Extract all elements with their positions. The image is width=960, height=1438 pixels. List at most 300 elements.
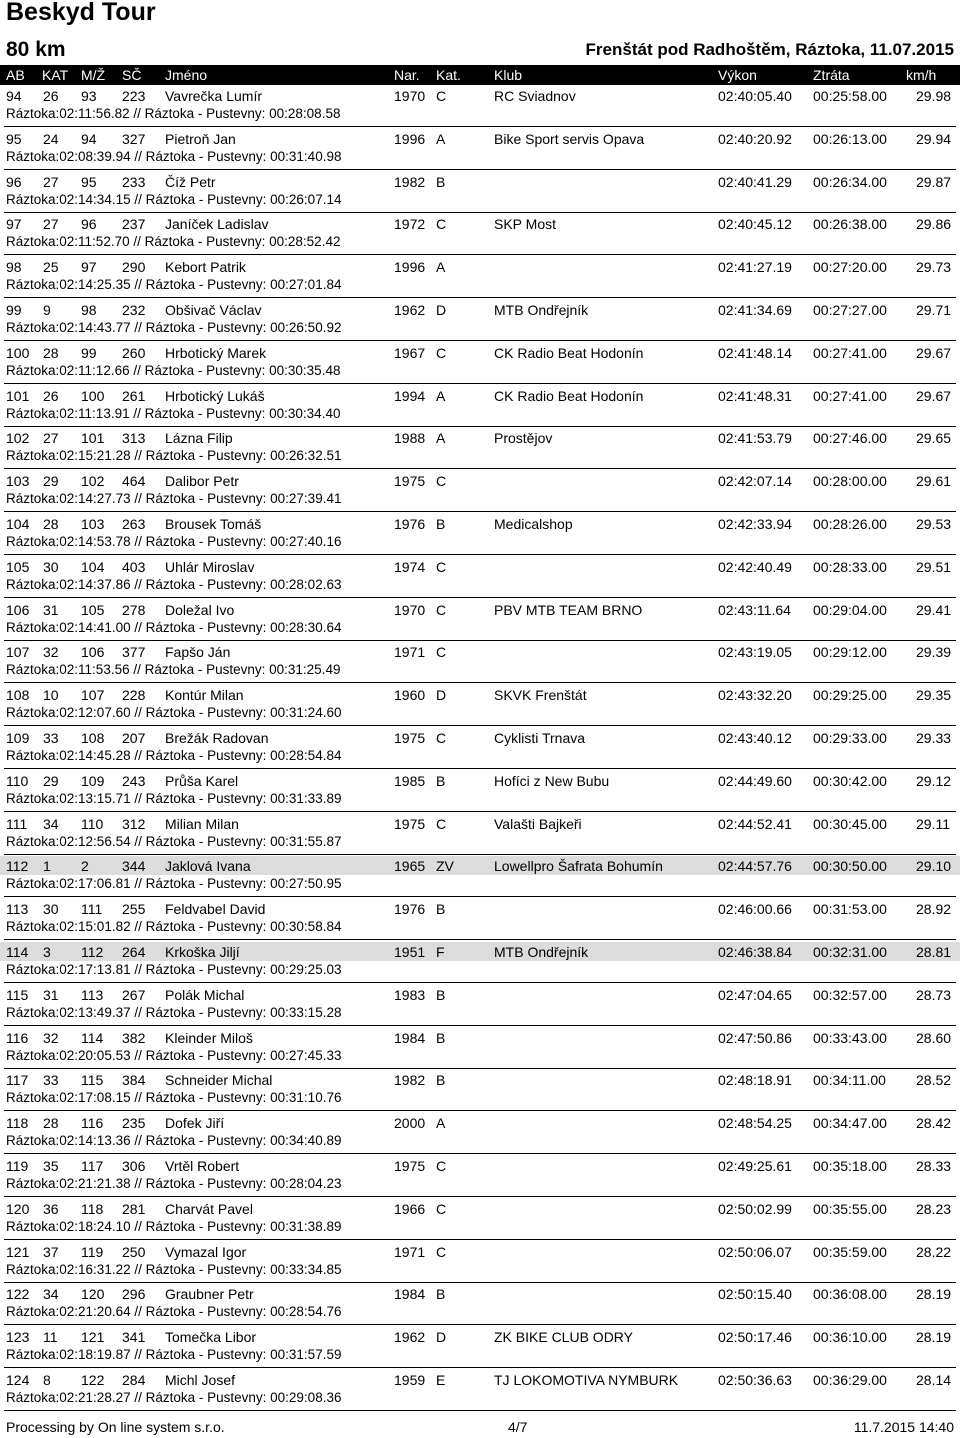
split-times: Ráztoka:02:13:15.71 // Ráztoka - Pustevny: 00:31:33.89 <box>6 790 342 806</box>
cell-gender-rank: 100 <box>81 387 105 404</box>
result-line <box>0 985 960 1004</box>
cell-start-number: 464 <box>122 473 146 490</box>
cell-time: 02:41:34.69 <box>718 302 792 318</box>
cell-name: Tomečka Libor <box>165 1329 257 1346</box>
cell-gender-rank: 102 <box>81 473 105 490</box>
cell-gender-rank: 117 <box>81 1158 104 1174</box>
cell-category: E <box>436 1372 446 1388</box>
result-line <box>0 557 960 576</box>
cell-time: 02:41:48.14 <box>718 344 792 361</box>
cell-speed: 29.67 <box>916 344 952 361</box>
cell-birth-year: 1976 <box>394 516 426 532</box>
cell-start-number: 306 <box>122 1158 146 1174</box>
cell-category: ZV <box>436 858 454 875</box>
cell-category: A <box>436 387 446 404</box>
cell-start-number: 344 <box>122 858 146 875</box>
cell-speed: 29.86 <box>916 216 952 233</box>
row-divider <box>4 1282 956 1283</box>
cell-category: B <box>436 772 446 789</box>
cell-start-number: 341 <box>122 1329 146 1346</box>
cell-cat-rank: 3 <box>43 944 51 960</box>
col-nar: Nar. <box>394 67 420 83</box>
table-row <box>0 1113 960 1155</box>
row-divider <box>4 1367 956 1368</box>
cell-speed: 28.52 <box>916 1072 952 1089</box>
cell-time: 02:50:06.07 <box>718 1243 792 1260</box>
cell-speed: 29.73 <box>916 259 952 276</box>
cell-gap: 00:27:41.00 <box>813 344 887 361</box>
cell-cat-rank: 1 <box>43 858 51 875</box>
cell-birth-year: 1975 <box>394 730 426 746</box>
cell-start-number: 313 <box>122 430 146 447</box>
cell-gap: 00:36:08.00 <box>813 1286 887 1303</box>
cell-birth-year: 1966 <box>394 1200 426 1217</box>
cell-name: Doležal Ivo <box>165 601 235 618</box>
cell-time: 02:41:48.31 <box>718 387 792 404</box>
cell-rank: 113 <box>6 901 29 918</box>
cell-time: 02:47:50.86 <box>718 1029 792 1046</box>
cell-rank: 117 <box>6 1072 29 1089</box>
result-line <box>0 129 960 148</box>
cell-cat-rank: 28 <box>43 516 59 532</box>
cell-time: 02:48:18.91 <box>718 1072 792 1089</box>
cell-cat-rank: 32 <box>43 644 59 661</box>
cell-time: 02:40:05.40 <box>718 88 792 104</box>
col-mz: M/Ž <box>81 67 106 83</box>
cell-gender-rank: 109 <box>81 772 105 789</box>
split-times: Ráztoka:02:17:08.15 // Ráztoka - Pustevny: 00:31:10.76 <box>6 1090 342 1106</box>
cell-birth-year: 1982 <box>394 173 426 190</box>
cell-category: B <box>436 1072 446 1089</box>
cell-gap: 00:28:00.00 <box>813 473 887 490</box>
cell-rank: 107 <box>6 644 30 661</box>
cell-birth-year: 1971 <box>394 644 426 661</box>
cell-club: Lowellpro Šafrata Bohumín <box>494 858 663 875</box>
cell-club: Medicalshop <box>494 516 573 532</box>
cell-gender-rank: 97 <box>81 259 97 276</box>
cell-club: ZK BIKE CLUB ODRY <box>494 1329 634 1346</box>
cell-gap: 00:26:34.00 <box>813 173 887 190</box>
cell-name: Milian Milan <box>165 815 239 832</box>
cell-birth-year: 1983 <box>394 986 426 1003</box>
cell-cat-rank: 28 <box>43 344 59 361</box>
cell-gap: 00:34:47.00 <box>813 1115 887 1132</box>
cell-name: Jaklová Ivana <box>165 858 251 875</box>
cell-rank: 124 <box>6 1372 30 1388</box>
cell-cat-rank: 27 <box>43 173 59 190</box>
col-ztrata: Ztráta <box>813 67 850 83</box>
result-line <box>0 685 960 704</box>
cell-time: 02:43:11.64 <box>718 601 791 618</box>
cell-start-number: 250 <box>122 1243 146 1260</box>
cell-time: 02:43:32.20 <box>718 687 792 704</box>
cell-start-number: 232 <box>122 302 146 318</box>
cell-speed: 29.61 <box>916 473 952 490</box>
cell-birth-year: 1975 <box>394 815 426 832</box>
cell-time: 02:41:53.79 <box>718 430 792 447</box>
result-line <box>0 642 960 661</box>
cell-cat-rank: 26 <box>43 387 59 404</box>
cell-speed: 29.12 <box>916 772 952 789</box>
cell-name: Lázna Filip <box>165 430 233 447</box>
cell-gap: 00:30:42.00 <box>813 772 887 789</box>
cell-name: Polák Michal <box>165 986 245 1003</box>
cell-cat-rank: 29 <box>43 772 59 789</box>
cell-speed: 28.14 <box>916 1372 952 1388</box>
table-row <box>0 600 960 642</box>
row-divider <box>4 169 956 170</box>
cell-rank: 94 <box>6 88 22 104</box>
cell-gap: 00:35:59.00 <box>813 1243 887 1260</box>
row-divider <box>4 554 956 555</box>
split-times: Ráztoka:02:12:56.54 // Ráztoka - Pustevny: 00:31:55.87 <box>6 833 342 849</box>
cell-name: Číž Petr <box>165 173 216 190</box>
cell-birth-year: 1972 <box>394 216 426 233</box>
cell-category: C <box>436 730 447 746</box>
cell-time: 02:50:02.99 <box>718 1200 792 1217</box>
row-divider <box>4 511 956 512</box>
cell-cat-rank: 32 <box>43 1029 59 1046</box>
cell-cat-rank: 27 <box>43 216 59 233</box>
cell-category: C <box>436 1158 447 1174</box>
cell-time: 02:43:40.12 <box>718 730 792 746</box>
cell-category: C <box>436 344 447 361</box>
cell-name: Kebort Patrik <box>165 259 246 276</box>
result-line <box>0 428 960 447</box>
cell-category: A <box>436 259 446 276</box>
split-times: Ráztoka:02:11:56.82 // Ráztoka - Pustevny: 00:28:08.58 <box>6 106 341 121</box>
cell-name: Janíček Ladislav <box>165 216 269 233</box>
result-line <box>0 600 960 619</box>
cell-cat-rank: 26 <box>43 88 59 104</box>
cell-gender-rank: 95 <box>81 173 97 190</box>
cell-rank: 118 <box>6 1115 29 1132</box>
cell-start-number: 296 <box>122 1286 146 1303</box>
cell-start-number: 261 <box>122 387 146 404</box>
table-row <box>0 1199 960 1241</box>
cell-rank: 96 <box>6 173 22 190</box>
split-times: Ráztoka:02:14:13.36 // Ráztoka - Pustevny: 00:34:40.89 <box>6 1133 342 1149</box>
cell-rank: 97 <box>6 216 22 233</box>
cell-birth-year: 1996 <box>394 259 426 276</box>
split-times: Ráztoka:02:18:24.10 // Ráztoka - Pustevny: 00:31:38.89 <box>6 1218 342 1234</box>
cell-gap: 00:29:12.00 <box>813 644 887 661</box>
cell-speed: 29.98 <box>916 88 952 104</box>
table-row <box>0 728 960 770</box>
cell-time: 02:41:27.19 <box>718 259 792 276</box>
row-divider <box>4 468 956 469</box>
table-row <box>0 899 960 941</box>
cell-club: SKP Most <box>494 216 556 233</box>
split-times: Ráztoka:02:13:49.37 // Ráztoka - Pustevny: 00:33:15.28 <box>6 1004 342 1020</box>
col-sc: SČ <box>122 67 142 83</box>
cell-rank: 116 <box>6 1029 29 1046</box>
cell-category: C <box>436 601 447 618</box>
cell-name: Vrtěl Robert <box>165 1158 240 1174</box>
cell-name: Uhlár Miroslav <box>165 558 255 575</box>
cell-start-number: 267 <box>122 986 146 1003</box>
row-divider <box>4 682 956 683</box>
cell-gender-rank: 114 <box>81 1029 104 1046</box>
col-vykon: Výkon <box>718 67 757 83</box>
race-location: Frenštát pod Radhoštěm, Ráztoka, 11.07.2015 <box>585 40 954 59</box>
cell-cat-rank: 34 <box>43 815 59 832</box>
row-divider <box>4 126 956 127</box>
cell-time: 02:44:49.60 <box>718 772 792 789</box>
cell-birth-year: 2000 <box>394 1115 426 1132</box>
cell-birth-year: 1985 <box>394 772 426 789</box>
cell-club: RC Sviadnov <box>494 88 576 104</box>
cell-start-number: 260 <box>122 344 146 361</box>
table-row <box>0 856 960 898</box>
cell-speed: 28.92 <box>916 901 952 918</box>
cell-gap: 00:34:11.00 <box>813 1072 886 1089</box>
result-line <box>0 1327 960 1346</box>
cell-birth-year: 1962 <box>394 302 426 318</box>
split-times: Ráztoka:02:14:41.00 // Ráztoka - Pustevny: 00:28:30.64 <box>6 619 342 635</box>
row-divider <box>4 1068 956 1069</box>
cell-speed: 29.65 <box>916 430 952 447</box>
result-line <box>0 1028 960 1047</box>
cell-gap: 00:35:18.00 <box>813 1158 887 1174</box>
cell-gender-rank: 96 <box>81 216 97 233</box>
cell-category: B <box>436 173 446 190</box>
table-row <box>0 642 960 684</box>
cell-speed: 29.41 <box>916 601 952 618</box>
cell-name: Dalibor Petr <box>165 473 239 490</box>
cell-start-number: 223 <box>122 88 146 104</box>
result-line <box>0 172 960 191</box>
cell-category: A <box>436 1115 446 1132</box>
cell-gap: 00:33:43.00 <box>813 1029 887 1046</box>
cell-gap: 00:27:27.00 <box>813 302 887 318</box>
cell-name: Graubner Petr <box>165 1286 254 1303</box>
split-times: Ráztoka:02:17:06.81 // Ráztoka - Pustevny: 00:27:50.95 <box>6 876 342 892</box>
cell-name: Hrbotický Marek <box>165 344 267 361</box>
cell-cat-rank: 9 <box>43 302 51 318</box>
col-ab: AB <box>6 67 25 83</box>
cell-cat-rank: 37 <box>43 1243 59 1260</box>
table-row <box>0 343 960 385</box>
cell-category: D <box>436 1329 447 1346</box>
cell-gender-rank: 121 <box>81 1329 105 1346</box>
split-times: Ráztoka:02:08:39.94 // Ráztoka - Pustevny: 00:31:40.98 <box>6 148 342 164</box>
table-row <box>0 300 960 342</box>
row-divider <box>4 640 956 641</box>
result-line <box>0 942 960 961</box>
cell-name: Krkoška Jiljí <box>165 944 240 960</box>
cell-cat-rank: 24 <box>43 130 59 147</box>
cell-category: C <box>436 1200 447 1217</box>
cell-name: Schneider Michal <box>165 1072 273 1089</box>
cell-rank: 119 <box>6 1158 29 1174</box>
cell-name: Průša Karel <box>165 772 239 789</box>
cell-cat-rank: 34 <box>43 1286 59 1303</box>
cell-time: 02:42:33.94 <box>718 516 792 532</box>
cell-cat-rank: 10 <box>43 687 59 704</box>
cell-category: C <box>436 473 447 490</box>
result-line <box>0 1070 960 1089</box>
row-divider <box>4 254 956 255</box>
cell-birth-year: 1965 <box>394 858 426 875</box>
cell-birth-year: 1974 <box>394 558 426 575</box>
cell-speed: 28.22 <box>916 1243 952 1260</box>
cell-name: Obšivač Václav <box>165 302 262 318</box>
cell-birth-year: 1959 <box>394 1372 426 1388</box>
cell-category: D <box>436 687 447 704</box>
cell-name: Hrbotický Lukáš <box>165 387 265 404</box>
cell-cat-rank: 29 <box>43 473 59 490</box>
cell-gap: 00:27:41.00 <box>813 387 887 404</box>
col-kat: KAT <box>42 67 69 83</box>
cell-gender-rank: 94 <box>81 130 97 147</box>
table-row <box>0 1028 960 1070</box>
cell-birth-year: 1970 <box>394 601 426 618</box>
cell-club: MTB Ondřejník <box>494 302 589 318</box>
cell-gap: 00:32:31.00 <box>813 944 887 960</box>
cell-rank: 95 <box>6 130 22 147</box>
table-row <box>0 214 960 256</box>
cell-rank: 120 <box>6 1200 30 1217</box>
row-divider <box>4 768 956 769</box>
cell-cat-rank: 36 <box>43 1200 59 1217</box>
cell-cat-rank: 30 <box>43 901 59 918</box>
cell-category: C <box>436 216 447 233</box>
result-line <box>0 728 960 747</box>
cell-time: 02:44:52.41 <box>718 815 792 832</box>
cell-club: PBV MTB TEAM BRNO <box>494 601 643 618</box>
cell-speed: 28.81 <box>916 944 952 960</box>
cell-gender-rank: 107 <box>81 687 105 704</box>
split-times: Ráztoka:02:21:21.38 // Ráztoka - Pustevny: 00:28:04.23 <box>6 1176 342 1191</box>
cell-gender-rank: 2 <box>81 858 89 875</box>
cell-start-number: 284 <box>122 1372 146 1388</box>
cell-gap: 00:35:55.00 <box>813 1200 887 1217</box>
cell-start-number: 235 <box>122 1115 146 1132</box>
cell-start-number: 312 <box>122 815 146 832</box>
cell-cat-rank: 31 <box>43 986 59 1003</box>
cell-start-number: 237 <box>122 216 146 233</box>
cell-start-number: 255 <box>122 901 146 918</box>
cell-category: C <box>436 815 447 832</box>
cell-rank: 122 <box>6 1286 30 1303</box>
col-kat2: Kat. <box>436 67 461 83</box>
cell-rank: 123 <box>6 1329 30 1346</box>
split-times: Ráztoka:02:14:27.73 // Ráztoka - Pustevny: 00:27:39.41 <box>6 491 342 507</box>
footer-processing: Processing by On line system s.r.o. <box>6 1419 225 1435</box>
cell-name: Brežák Radovan <box>165 730 269 746</box>
table-row <box>0 1070 960 1112</box>
result-line <box>0 386 960 405</box>
cell-category: B <box>436 1286 446 1303</box>
cell-club: Valašti Bajkeři <box>494 815 582 832</box>
cell-name: Michl Josef <box>165 1372 236 1388</box>
result-line <box>0 856 960 875</box>
table-row <box>0 685 960 727</box>
cell-start-number: 228 <box>122 687 146 704</box>
table-row <box>0 386 960 428</box>
cell-rank: 108 <box>6 687 30 704</box>
row-divider <box>4 1239 956 1240</box>
cell-rank: 98 <box>6 259 22 276</box>
table-row <box>0 1242 960 1284</box>
cell-name: Vavrečka Lumír <box>165 88 262 104</box>
cell-gender-rank: 106 <box>81 644 105 661</box>
cell-cat-rank: 31 <box>43 601 59 618</box>
result-line <box>0 1284 960 1303</box>
table-row <box>0 1284 960 1326</box>
cell-start-number: 207 <box>122 730 146 746</box>
cell-time: 02:42:40.49 <box>718 558 792 575</box>
split-times: Ráztoka:02:11:53.56 // Ráztoka - Pustevny: 00:31:25.49 <box>6 662 341 678</box>
cell-gender-rank: 103 <box>81 516 105 532</box>
cell-category: B <box>436 516 446 532</box>
split-times: Ráztoka:02:14:37.86 // Ráztoka - Pustevny: 00:28:02.63 <box>6 576 342 592</box>
cell-time: 02:46:00.66 <box>718 901 792 918</box>
cell-rank: 121 <box>6 1243 30 1260</box>
cell-gender-rank: 111 <box>81 901 103 918</box>
result-line <box>0 471 960 490</box>
row-divider <box>4 725 956 726</box>
cell-speed: 29.11 <box>916 815 950 832</box>
cell-gap: 00:28:26.00 <box>813 516 887 532</box>
result-line <box>0 1242 960 1261</box>
cell-cat-rank: 28 <box>43 1115 59 1132</box>
split-times: Ráztoka:02:17:13.81 // Ráztoka - Pustevny: 00:29:25.03 <box>6 962 342 977</box>
cell-speed: 29.39 <box>916 644 952 661</box>
cell-gap: 00:36:10.00 <box>813 1329 887 1346</box>
cell-name: Dofek Jiří <box>165 1115 225 1132</box>
result-line <box>0 257 960 276</box>
result-line <box>0 814 960 833</box>
split-times: Ráztoka:02:14:45.28 // Ráztoka - Pustevny: 00:28:54.84 <box>6 748 342 763</box>
cell-gender-rank: 112 <box>81 944 104 960</box>
cell-birth-year: 1994 <box>394 387 426 404</box>
cell-time: 02:40:45.12 <box>718 216 792 233</box>
cell-birth-year: 1970 <box>394 88 426 104</box>
cell-gender-rank: 93 <box>81 88 97 104</box>
table-row <box>0 1370 960 1412</box>
row-divider <box>4 1153 956 1154</box>
cell-rank: 99 <box>6 302 22 318</box>
cell-time: 02:50:36.63 <box>718 1372 792 1388</box>
cell-time: 02:49:25.61 <box>718 1158 792 1174</box>
race-title: Beskyd Tour <box>6 0 156 26</box>
table-row <box>0 557 960 599</box>
cell-birth-year: 1982 <box>394 1072 426 1089</box>
cell-speed: 29.53 <box>916 516 952 532</box>
cell-category: F <box>436 944 445 960</box>
table-row <box>0 428 960 470</box>
row-divider <box>4 1025 956 1026</box>
result-line <box>0 86 960 105</box>
cell-start-number: 403 <box>122 558 146 575</box>
cell-name: Kleinder Miloš <box>165 1029 253 1046</box>
cell-gender-rank: 116 <box>81 1115 104 1132</box>
split-times: Ráztoka:02:15:21.28 // Ráztoka - Pustevny: 00:26:32.51 <box>6 448 342 464</box>
cell-time: 02:42:07.14 <box>718 473 792 490</box>
cell-time: 02:43:19.05 <box>718 644 792 661</box>
table-row <box>0 814 960 856</box>
cell-gap: 00:27:46.00 <box>813 430 887 447</box>
cell-birth-year: 1996 <box>394 130 426 147</box>
cell-cat-rank: 35 <box>43 1158 59 1174</box>
cell-gender-rank: 104 <box>81 558 105 575</box>
table-row <box>0 985 960 1027</box>
cell-speed: 28.60 <box>916 1029 952 1046</box>
split-times: Ráztoka:02:11:52.70 // Ráztoka - Pustevny: 00:28:52.42 <box>6 234 341 250</box>
cell-birth-year: 1967 <box>394 344 426 361</box>
